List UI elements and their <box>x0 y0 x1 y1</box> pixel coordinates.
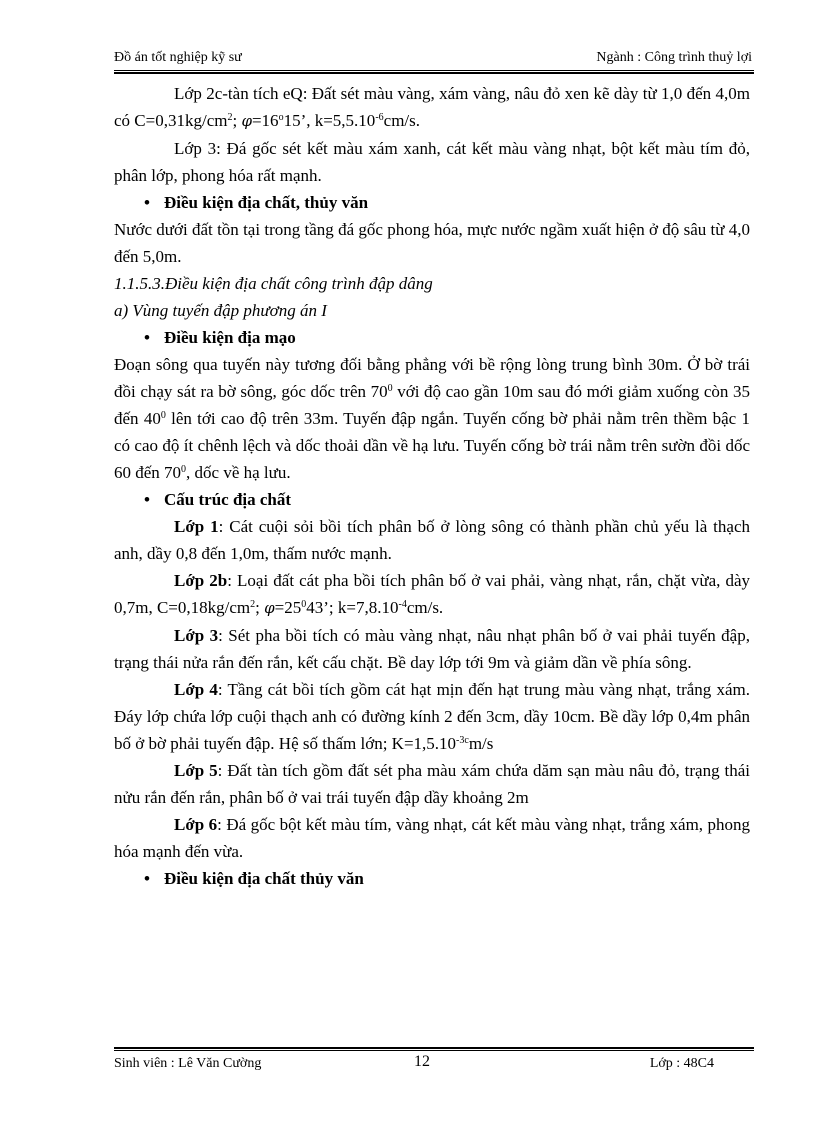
paragraph-layer-1: Lớp 1: Cát cuội sỏi bồi tích phân bố ở lòng sông có thành phần chủ yếu là thạch anh, dầy 0,8 đến 1,0m, thấm nước mạnh. <box>114 517 750 563</box>
paragraph-groundwater: Nước dưới đất tồn tại trong tầng đá gốc phong hóa, mực nước ngầm xuất hiện ở độ sâu từ 4,0 đến 5,0m. <box>114 220 750 266</box>
footer-student: Sinh viên : Lê Văn Cường <box>114 1056 262 1071</box>
section-heading: 1.1.5.3.Điều kiện địa chất công trình đập dâng <box>114 274 433 293</box>
paragraph-layer-3-sandy-clay: Lớp 3: Sét pha bồi tích có màu vàng nhạt, nâu nhạt phân bố ở vai phải tuyến đập, trạng thái nửa rắn đến rắn, kết cấu chặt. Bề day lớp tới 9m và giảm dần về phía sông. <box>114 626 750 672</box>
paragraph-layer-5: Lớp 5: Đất tàn tích gồm đất sét pha màu xám chứa dăm sạn màu nâu đỏ, trạng thái nửu rắn đến rắn, phân bố ở vai trái tuyến đập dầy khoảng 2m <box>114 761 750 807</box>
bullet-geological-structure: • Cấu trúc địa chất <box>114 486 750 513</box>
bullet-icon: • <box>144 490 150 509</box>
bullet-hydrogeology-conditions: • Điều kiện địa chất thủy văn <box>114 865 750 892</box>
paragraph-layer-2b: Lớp 2b: Loại đất cát pha bồi tích phân bố ở vai phải, vàng nhạt, rắn, chặt vừa, dày 0,7m, $C=0,18kg/cm^2$; $\varphi=25^043$’; $k=7,8.10^{-4}cm/s$. <box>114 571 750 617</box>
bullet-geomorphology: • Điều kiện địa mạo <box>114 324 750 351</box>
paragraph-layer-2c: Lớp 2c-tàn tích eQ: Đất sét màu vàng, xám vàng, nâu đỏ xen kẽ dày từ 1,0 đến 4,0m có $C=0,31kg/cm^2$; $\varphi=16^o15$’, $k=5,5.10^{-6}cm/s$. <box>114 84 750 130</box>
footer-class: Lớp : 48C4 <box>649 1056 714 1071</box>
bullet-hydrogeology: • Điều kiện địa chất, thủy văn <box>114 189 750 216</box>
header-left: Đồ án tốt nghiệp kỹ sư <box>114 50 242 65</box>
paragraph-layer-6: Lớp 6: Đá gốc bột kết màu tím, vàng nhạt, cát kết màu vàng nhạt, trắng xám, phong hóa mạnh đến vừa. <box>114 815 750 861</box>
page-content <box>114 80 750 892</box>
page-number: 12 <box>414 1053 430 1070</box>
paragraph-geomorphology: Đoạn sông qua tuyến này tương đối bằng phẳng với bề rộng lòng trung bình 30m. Ở bờ trái đồi chạy sát ra bờ sông, góc dốc trên $70^0$ với độ cao gần 10m sau đó mới giảm xuống còn 35 đến $40^0$ lên tới cao độ trên 33m. Tuyến đập ngắn. Tuyến cống bờ phải nằm trên thềm bậc 1 có cao độ ít chênh lệch và dốc thoải dần về hạ lưu. Tuyến cống bờ trái nằm trên sườn đồi dốc 60 đến $70^0$, dốc về hạ lưu. <box>114 355 750 482</box>
paragraph-layer-3: Lớp 3: Đá gốc sét kết màu xám xanh, cát kết màu vàng nhạt, bột kết màu tím đỏ, phân lớp, phong hóa rất mạnh. <box>114 139 750 185</box>
page-header <box>114 50 754 71</box>
page-footer <box>114 1050 754 1075</box>
header-right: Ngành : Công trình thuỷ lợi <box>596 50 752 65</box>
bullet-icon: • <box>144 869 150 888</box>
bullet-icon: • <box>144 328 150 347</box>
paragraph-layer-4: Lớp 4: Tầng cát bồi tích gồm cát hạt mịn đến hạt trung màu vàng nhạt, trắng xám. Đáy lớp chứa lớp cuội thạch anh có đường kính 2 đến 3cm, dầy 10cm. Bề dầy lớp 0,4m phân bố ở bờ phải tuyến đập. Hệ số thấm lớn; $K=1,5.10^{-3c}m/s$ <box>114 680 750 753</box>
bullet-icon: • <box>144 193 150 212</box>
subsection-heading: a) Vùng tuyến đập phương án I <box>114 301 327 320</box>
